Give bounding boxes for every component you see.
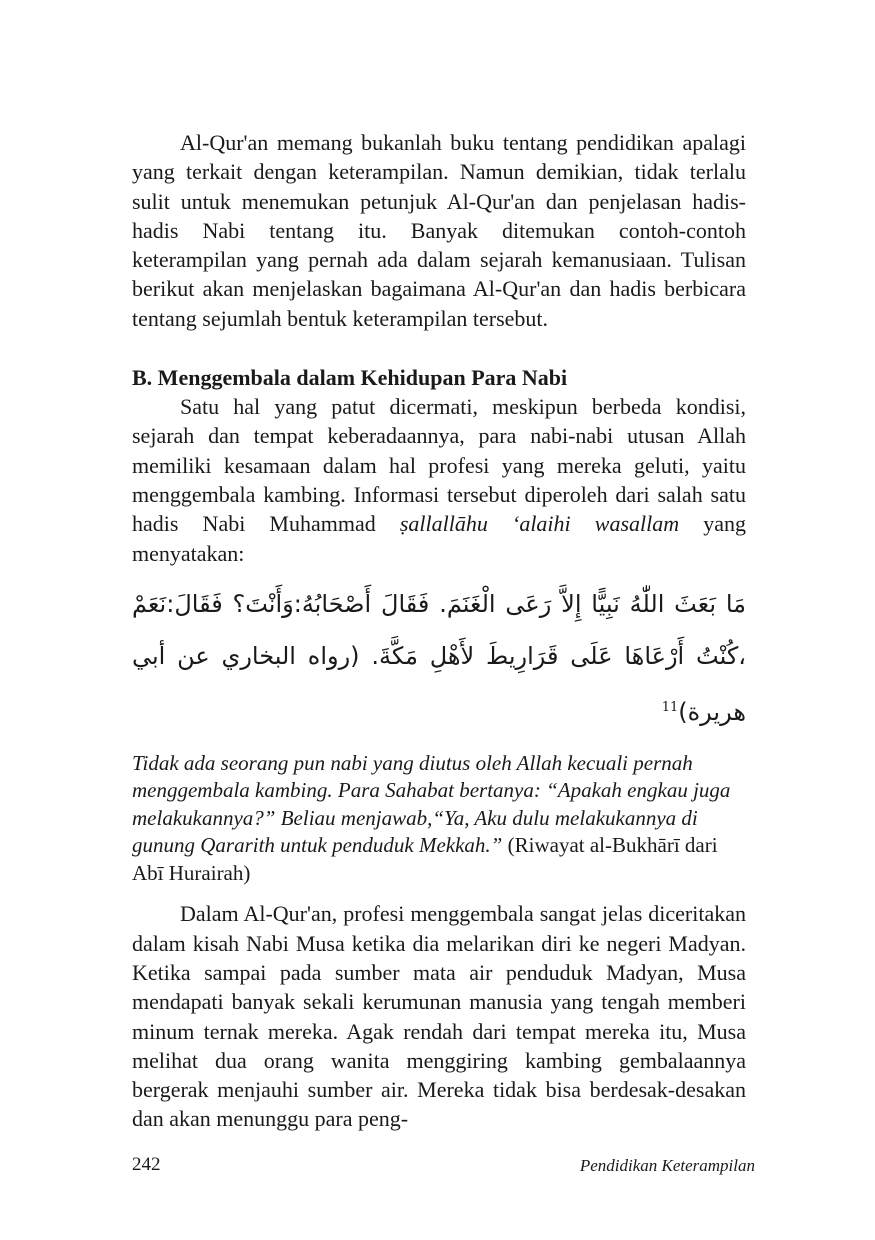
section-paragraph bbox=[132, 392, 746, 568]
closing-paragraph: Dalam Al-Qur'an, profesi menggembala sangat jelas diceritakan dalam kisah Nabi Musa ketika dia melarikan diri ke negeri Madyan. Ketika sampai pada sumber mata air penduduk Madyan, Musa mendapati banyak sekali kerumunan manusia yang tengah memberi minum ternak mereka. Agak rendah dari tempat mereka itu, Musa melihat dua orang wanita menggiring kambing gembalaannya bergerak menjauhi sumber air. Mereka tidak bisa berdesak-desakan dan akan menunggu para peng- bbox=[132, 901, 746, 1132]
hadith-arabic-text: مَا بَعَثَ اللّٰهُ نَبِيًّا إِلاَّ رَعَى الْغَنَمَ. فَقَالَ أَصْحَابُهُ:وَأَنْتَ؟ فَقَالَ:نَعَمْ ،كُنْتُ أَرْعَاهَا عَلَى قَرَارِيطَ لأَهْلِ مَكَّةَ. (رواه البخاري عن أبي هريرة) bbox=[132, 589, 746, 726]
intro-paragraph: Al-Qur'an memang bukanlah buku tentang pendidikan apalagi yang terkait dengan keterampilan. Namun demikian, tidak terlalu sulit untuk menemukan petunjuk Al-Qur'an dan penjelasan hadis-hadis Nabi tentang itu. Banyak ditemukan contoh-contoh keterampilan yang pernah ada dalam sejarah kemanusiaan. Tulisan berikut akan menjelaskan bagaimana Al-Qur'an dan hadis berbicara tentang sejumlah bentuk keterampilan tersebut. bbox=[132, 130, 746, 331]
salawat-italic: ṣallallāhu ‘alaihi wasallam bbox=[399, 511, 680, 537]
hadith-arabic bbox=[132, 578, 746, 738]
hadith-translation bbox=[132, 750, 746, 888]
section-heading: B. Menggembala dalam Kehidupan Para Nabi bbox=[132, 365, 568, 391]
section-paragraph-end: yang menyatakan: bbox=[132, 511, 747, 566]
section-paragraph-text: Satu hal yang patut dicermati, meskipun berbeda kondisi, sejarah dan tempat keberadaannya, para nabi-nabi utusan Allah memiliki kesamaan dalam hal profesi yang mereka geluti, yaitu menggembala kambing. Informasi tersebut diperoleh dari salah satu hadis Nabi Muhammad bbox=[132, 394, 746, 537]
hadith-translation-text: Tidak ada seorang pun nabi yang diutus oleh Allah kecuali pernah menggembala kambing. Para Sahabat bertanya: “Apakah engkau juga melakukannya?” Beliau menjawab,“Ya, Aku dulu melakukannya di gunung Qararith untuk penduduk Mekkah.” bbox=[132, 750, 731, 858]
page-number: 242 bbox=[132, 1154, 161, 1175]
hadith-translation-source: (Riwayat al-Bukhārī dari Abī Hurairah) bbox=[132, 833, 718, 885]
running-footer-title: Pendidikan Keterampilan bbox=[579, 1156, 755, 1175]
footnote-marker: 11 bbox=[661, 699, 679, 715]
page-body bbox=[132, 128, 746, 1134]
